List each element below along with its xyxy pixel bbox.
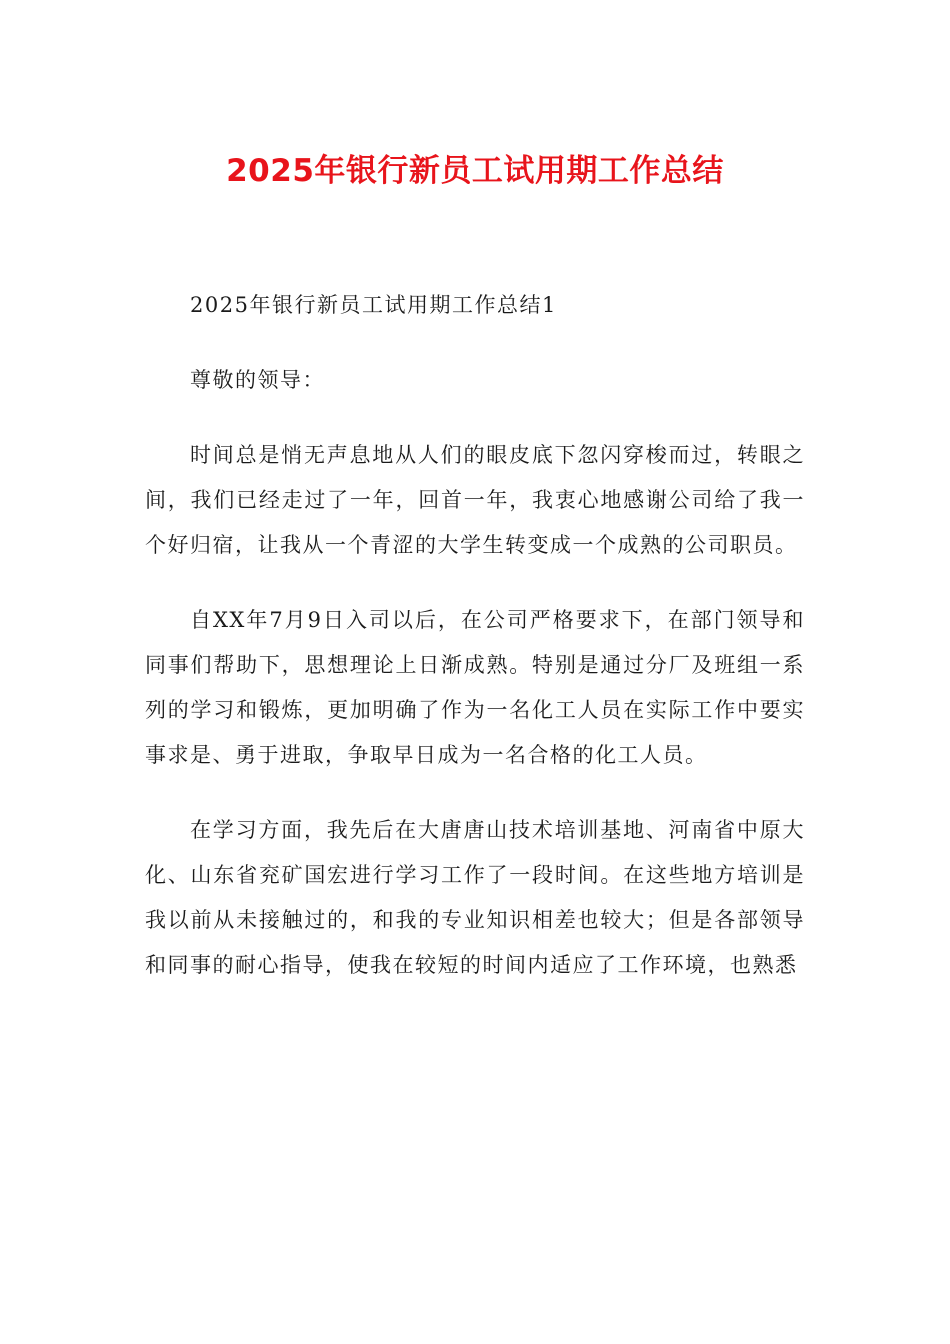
paragraph-learning: 在学习方面，我先后在大唐唐山技术培训基地、河南省中原大化、山东省兖矿国宏进行学习工作了一段时间。在这些地方培训是我以前从未接触过的，和我的专业知识相差也较大；但是各部领导和同事的耐心指导，使我在较短的时间内适应了工作环境，也熟悉 [145,818,805,977]
paragraph-subtitle: 2025年银行新员工试用期工作总结1 [190,293,557,317]
paragraph-intro: 时间总是悄无声息地从人们的眼皮底下忽闪穿梭而过，转眼之间，我们已经走过了一年，回首一年，我衷心地感谢公司给了我一个好归宿，让我从一个青涩的大学生转变成一个成熟的公司职员。 [145,443,805,557]
paragraph-salutation: 尊敬的领导： [190,368,325,392]
document-title: 2025年银行新员工试用期工作总结 [226,153,724,189]
paragraph-joining: 自XX年7月9日入司以后，在公司严格要求下，在部门领导和同事们帮助下，思想理论上日渐成熟。特别是通过分厂及班组一系列的学习和锻炼，更加明确了作为一名化工人员在实际工作中要实事求是、勇于进取，争取早日成为一名合格的化工人员。 [145,608,805,767]
document-body [145,283,805,1018]
